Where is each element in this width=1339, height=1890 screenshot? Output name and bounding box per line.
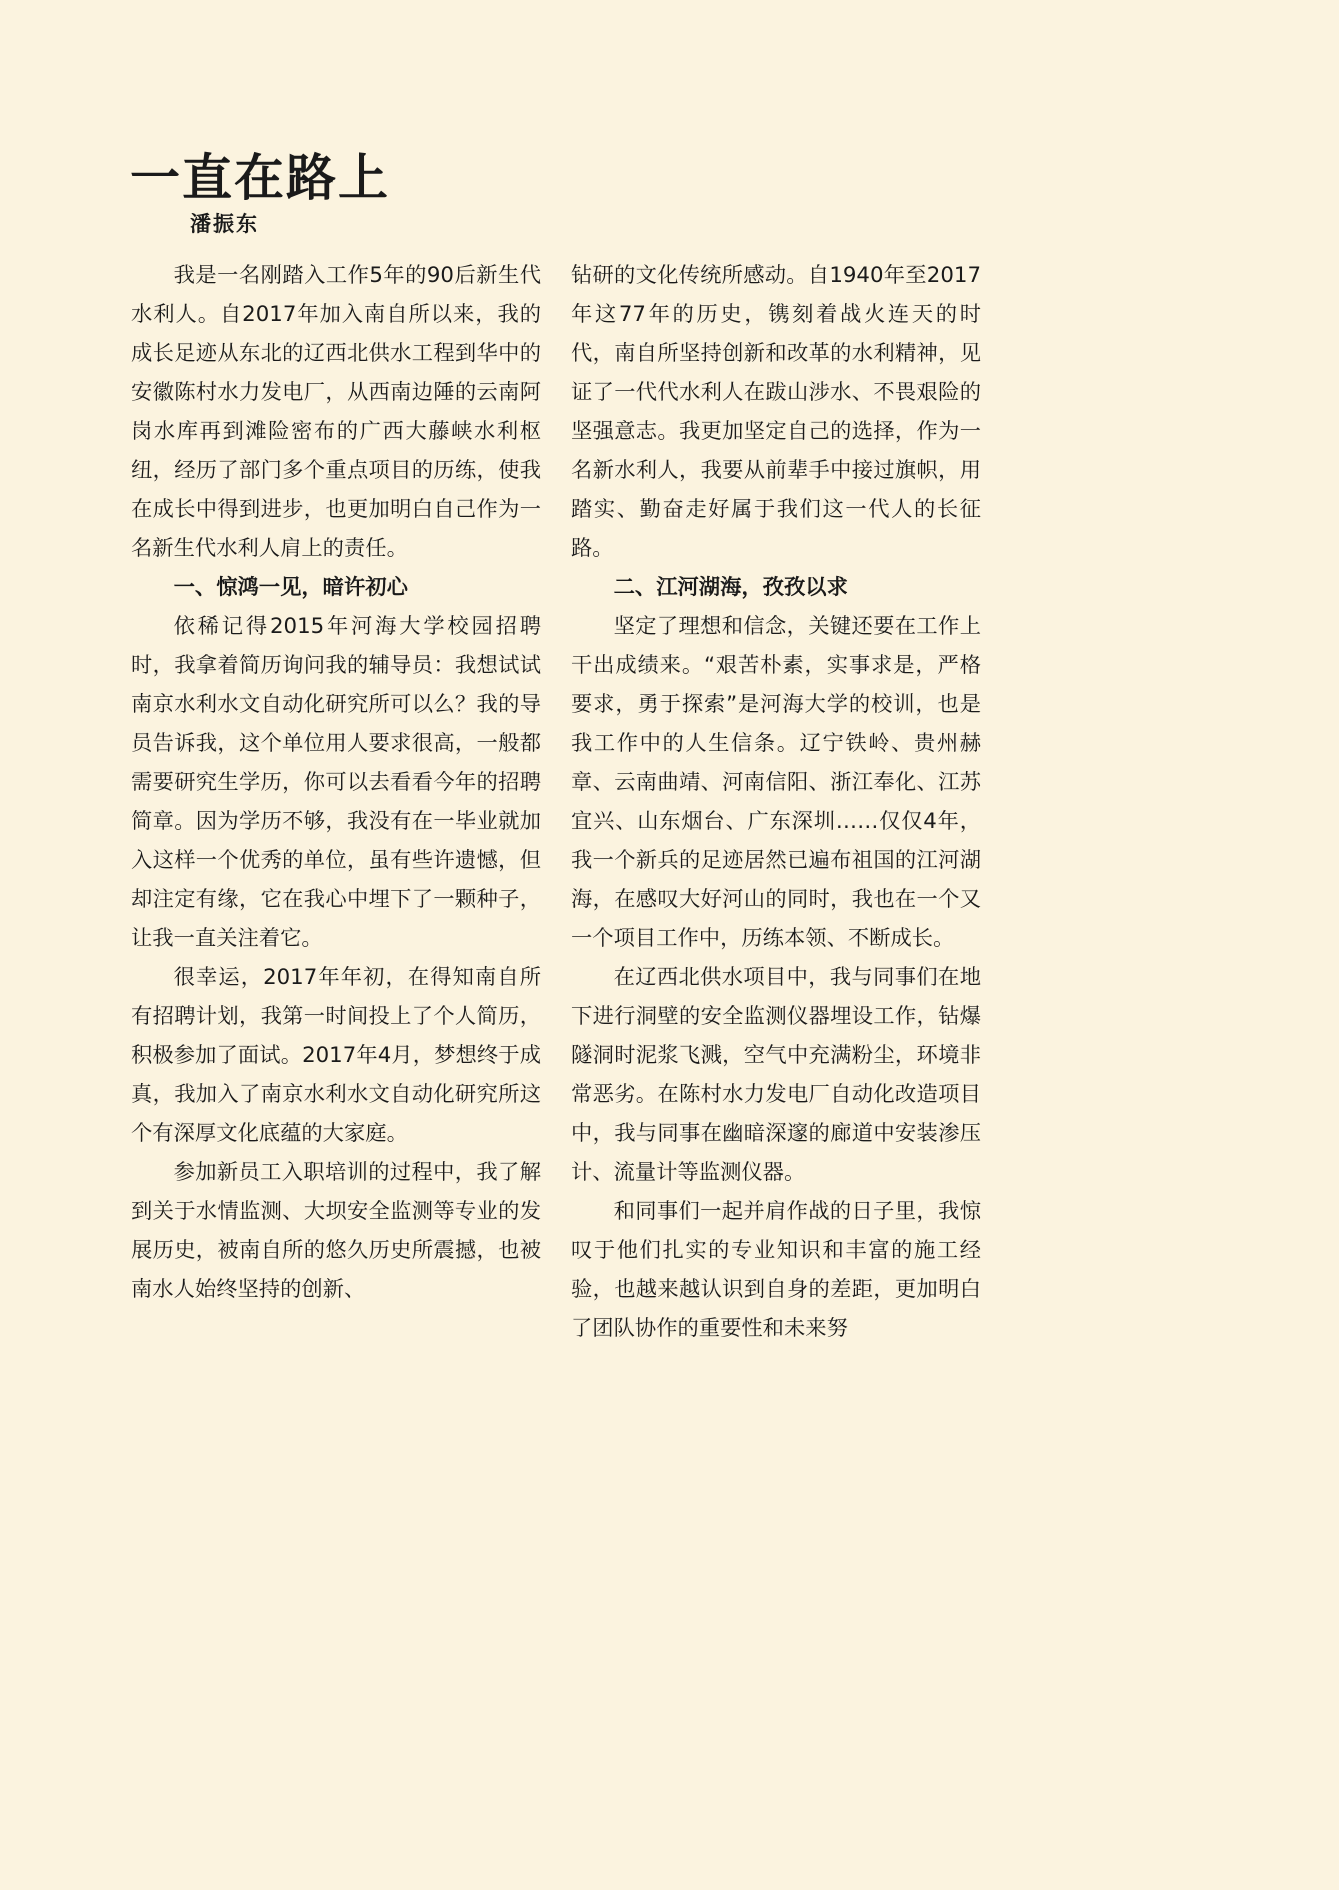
paragraph: 在辽西北供水项目中，我与同事们在地下进行洞壁的安全监测仪器埋设工作，钻爆隧洞时泥浆飞溅，空气中充满粉尘，环境非常恶劣。在陈村水力发电厂自动化改造项目中，我与同事在幽暗深邃的廊道中安装渗压计、流量计等监测仪器。 xyxy=(571,965,981,1185)
paragraph: 参加新员工入职培训的过程中，我了解到关于水情监测、大坝安全监测等专业的发展历史，被南自所的悠久历史所震撼，也被南水人始终坚持的创新、 xyxy=(131,1160,541,1302)
section-heading: 一、惊鸿一见，暗许初心 xyxy=(173,575,408,600)
paragraph: 和同事们一起并肩作战的日子里，我惊叹于他们扎实的专业知识和丰富的施工经验，也越来越认识到自身的差距，更加明白了团队协作的重要性和未来努 xyxy=(571,1199,981,1341)
paragraph-continued: 钻研的文化传统所感动。自1940年至2017年这77年的历史，镌刻着战火连天的时代，南自所坚持创新和改革的水利精神，见证了一代代水利人在跋山涉水、不畏艰险的坚强意志。我更加坚定自己的选择，作为一名新水利人，我要从前辈手中接过旗帜，用踏实、勤奋走好属于我们这一代人的长征路。 xyxy=(571,263,981,561)
left-column xyxy=(131,256,541,1309)
paragraph: 坚定了理想和信念，关键还要在工作上干出成绩来。“艰苦朴素，实事求是，严格要求，勇于探索”是河海大学的校训，也是我工作中的人生信条。辽宁铁岭、贵州赫章、云南曲靖、河南信阳、浙江奉化、江苏宜兴、山东烟台、广东深圳……仅仅4年，我一个新兵的足迹居然已遍布祖国的江河湖海，在感叹大好河山的同时，我也在一个又一个项目工作中，历练本领、不断成长。 xyxy=(571,614,981,951)
paragraph: 我是一名刚踏入工作5年的90后新生代水利人。自2017年加入南自所以来，我的成长足迹从东北的辽西北供水工程到华中的安徽陈村水力发电厂，从西南边陲的云南阿岗水库再到滩险密布的广西大藤峡水利枢纽，经历了部门多个重点项目的历练，使我在成长中得到进步，也更加明白自己作为一名新生代水利人肩上的责任。 xyxy=(131,263,541,561)
paragraph: 依稀记得2015年河海大学校园招聘时，我拿着简历询问我的辅导员：我想试试南京水利水文自动化研究所可以么？我的导员告诉我，这个单位用人要求很高，一般都需要研究生学历，你可以去看看今年的招聘简章。因为学历不够，我没有在一毕业就加入这样一个优秀的单位，虽有些许遗憾，但却注定有缘，它在我心中埋下了一颗种子，让我一直关注着它。 xyxy=(131,614,541,951)
section-heading: 二、江河湖海，孜孜以求 xyxy=(613,575,848,600)
article-title: 一直在路上 xyxy=(130,148,390,207)
right-column xyxy=(571,256,981,1348)
paragraph: 很幸运，2017年年初，在得知南自所有招聘计划，我第一时间投上了个人简历，积极参加了面试。2017年4月，梦想终于成真，我加入了南京水利水文自动化研究所这个有深厚文化底蕴的大家庭。 xyxy=(131,965,541,1146)
article-author: 潘振东 xyxy=(190,212,259,236)
